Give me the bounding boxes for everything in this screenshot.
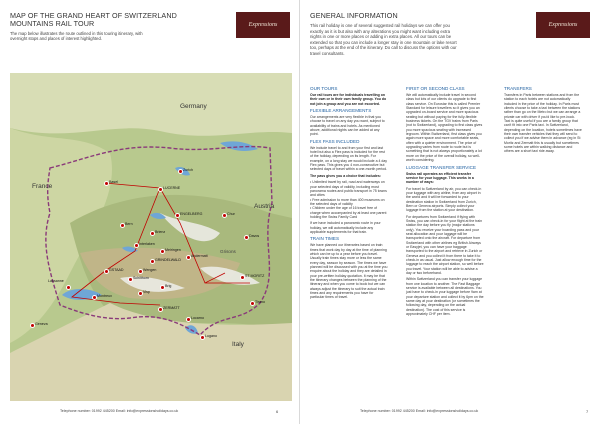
paragraph: For travel to Switzerland by air, you can check-in your luggage with any airline, from any airport in the world and it will be forwarded to your destination station in Switzerland from Zurich, Bern or Geneva airports. Simply collect your luggage from the station at your destination.: [406, 186, 482, 213]
map-intro: [10, 31, 230, 41]
info-column-1: [310, 85, 388, 302]
place-label: Visp: [143, 290, 150, 294]
place-label: Lugano: [205, 334, 217, 338]
heading-first-or-second-class: FIRST OR SECOND CLASS: [406, 86, 465, 91]
paragraph: Swiss rail operates an efficient transfer service for your luggage. This works in a number of ways:: [406, 171, 474, 185]
left-footer-contact: Telephone number: 01992 445200 Email: info@expressionsholidays.co.uk: [60, 409, 179, 413]
general-info-title: GENERAL INFORMATION: [310, 11, 398, 20]
bullet-item: • Children under the age of 16 travel free of charge when accompanied by at least one parent holding the Swiss Family Card: [310, 206, 387, 219]
switzerland-route-map: [10, 73, 292, 401]
country-label-france: France: [32, 183, 53, 190]
general-info-intro: [310, 23, 528, 57]
country-label-germany: Germany: [180, 103, 207, 110]
place-label: LUCERNE: [163, 186, 181, 190]
intro-line: exactly as it is but also with any alterations you might want including extra: [310, 28, 450, 34]
expressions-logo: Expressions: [536, 12, 590, 38]
place-label: ENGELBERG: [180, 212, 203, 216]
place-label: Davos: [249, 234, 260, 238]
paragraph: We will automatically include travel in second class but lots of our clients do upgrade to first class service. On Eurostar this is called Premier Standard for leisure travellers so it gives you an upgraded on-board service and more spacious seating but without paying for the fully-flexible business tickets. On the TGV trains from Paris (not to Switzerland), upgrading to first class gives you more spacious seating with increased legroom. Within Switzerland, first class gives you again more space and more comfortable seats, often with a quieter environment. The price of upgrading varies from route to route but is something that is not always proportionately a lot more on the price of the overall holiday, so well-worth considering.: [406, 93, 483, 163]
place-label: ZERMATT: [163, 306, 180, 310]
place-label: Schilthorn: [133, 276, 149, 280]
place-label: GSTAAD: [109, 268, 124, 272]
expressions-logo: Expressions: [236, 12, 290, 38]
intro-line: travel consultants.: [310, 50, 345, 56]
intro-line: This rail holiday is one of several suggested rail holidays we can offer you: [310, 23, 450, 28]
heading-luggage-transfer: LUGGAGE TRANSFER SERVICE: [406, 164, 477, 170]
place-label: Meiringen: [165, 248, 181, 252]
place-label: Tirano: [255, 300, 266, 304]
heading-flex-pass: FLEX PASS INCLUDED: [310, 138, 360, 144]
paragraph: Transfers in Paris between stations and from the station to each hotels are not automatically included in the price of the holiday. In Paris most clients choose to take a taxi between the stations rather than go on the Metro but we can arrange a private car with driver if you'd like to pre-book. Taxi is quite useful if you are a family group that can't fit into one Paris taxi. In Switzerland, depending on the location, hotels sometimes have their own transfer vehicles that they will send to collect you if we advise them in advance (eg in St Moritz and Zermatt this is usually but sometimes some hotels are within walking distance and others are a short taxi ride away.: [504, 93, 582, 154]
region-label: Grisons: [220, 249, 236, 254]
right-footer-contact: Telephone number: 01992 445200 Email: info@expressionsholidays.co.uk: [360, 409, 479, 413]
paragraph: For departures from Switzerland if flying with Swiss, you can check-in for your flight at the train station the day before you fly (major stations only). You receive your boarding pass and your seat allocation and your luggage will be transported onto the aircraft. For departure from Switzerland with other airlines eg British Airways or Easyjet, you can have your baggage transported to the airport and retrieve in Zurich or Geneva and you collect it from there to take it to check-in as usual. Just allow enough time for the luggage to reach the airport station, so well before you travel. Your station will be able to advise a day or two beforehand.: [406, 214, 484, 276]
paragraph: We have planned our itineraries based on train times that work day by day at the time of planning which can be up to a year before you travel. Usually train times stay more or less the same every day, season by season. The times we have planned will be discussed with you at the time you enquire about the holiday and they are detailed in your pre-written holiday quotation. It may be that the itinerary changes between the planning of the itinerary and when you come to book but we can always adjust the itinerary to suit the actual train times and any requirements you have for particular times of travel.: [310, 243, 388, 300]
heading-flexible-arrangements: FLEXIBLE ARRANGEMENTS: [310, 108, 372, 114]
place-label: Geneva: [35, 322, 48, 326]
heading-our-tours: OUR TOURS: [310, 86, 338, 91]
map-title-line2: MOUNTAINS RAIL TOUR: [10, 19, 95, 28]
place-label: Interlaken: [139, 242, 155, 246]
place-label: Montreux: [97, 294, 112, 298]
place-label: Locarno: [191, 316, 204, 320]
place-label: Brienz: [155, 230, 166, 234]
map-title-line1: MAP OF THE GRAND HEART OF SWITZERLAND: [10, 11, 177, 20]
intro-line: nights in one or more places or adding in extra places. All our tours can be: [310, 34, 452, 40]
right-page: [300, 0, 600, 424]
paragraph: Within Switzerland you can transfer your luggage from one location to another. The Fast Baggage service is available between all destinations. You just have to check-in your luggage before 9am at your departure station and collect it by 6pm on the same day at your destination (or sometimes the following day, depending on the actual destination). The cost of this service is approximately CHF per item.: [406, 277, 484, 317]
country-label-austria: Austria: [254, 203, 275, 210]
place-label: Chur: [227, 212, 235, 216]
bullet-item: • Free admission to more than 400 museums on the selected days of validity: [310, 197, 385, 206]
map-intro-line1: The map below illustrates the route outlined in this touring itinerary, with: [10, 31, 143, 36]
left-page-number: 6: [276, 409, 279, 414]
place-label: Wengen: [143, 268, 157, 272]
map-stop: [66, 285, 71, 290]
place-label: Zurich: [183, 168, 193, 172]
info-column-2: [406, 85, 484, 319]
place-label: Brig: [165, 284, 172, 288]
paragraph: We include travel to and from your first and last hotel but also a Flex pass is included for the rest of the holiday, depending on its length. For example, on a long stay we would include a 4 day Flex pass. This gives you 4 non-consecutive but selected days of travel within a one-month period.: [310, 145, 388, 172]
place-label: Lausanne: [48, 279, 64, 283]
place-label: GRINDELWALD: [155, 258, 181, 262]
heading-train-times: TRAIN TIMES: [310, 236, 340, 242]
heading-transfers: TRANSFERS: [504, 86, 532, 91]
paragraph: Our rail tours are for individuals travelling on their own or in their own family group. You do not join a group and you are not escorted.: [310, 93, 387, 106]
place-label: Andermatt: [191, 254, 208, 258]
map-intro-line2: overnight stops and places of interest highlighted.: [10, 36, 102, 42]
map-title: [10, 12, 230, 28]
paragraph: If we have included a panoramic route in your holiday, we will automatically include any applicable supplements for that train.: [310, 221, 381, 234]
intro-line: too, perhaps at the end of the itinerary. Do call to discuss the options with our: [310, 45, 457, 51]
paragraph: Our arrangements are very flexible in that you choose to travel on any day you want, subject to availability of trains and hotels. As mentioned above, additional nights can be added at any point.: [310, 115, 385, 137]
place-label: Bern: [125, 222, 133, 226]
bullet-item: • Unlimited travel by rail, road and waterways on your selected days of validity, including most panorama routes and public transport in 75 towns and cities: [310, 180, 387, 198]
info-column-3: [504, 85, 582, 156]
intro-line: extended so that you can include a longer stay in one mountain or lake resort: [310, 39, 457, 45]
right-page-number: 7: [586, 409, 589, 414]
country-label-italy: Italy: [232, 341, 244, 348]
place-label: ST MORITZ: [245, 274, 265, 278]
paragraph: The pass gives you a choice that includes:: [310, 173, 381, 178]
place-label: Basel: [109, 180, 118, 184]
